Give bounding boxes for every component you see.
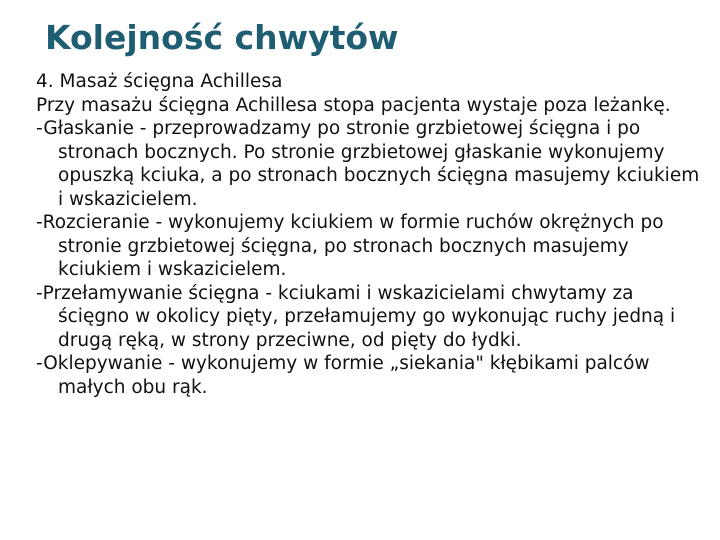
slide-title: Kolejność chwytów xyxy=(45,18,399,57)
slide-body xyxy=(36,70,706,399)
section-heading: 4. Masaż ścięgna Achillesa xyxy=(36,71,283,92)
paragraph-przelamywanie: -Przełamywanie ścięgna - kciukami i wskazicielami chwytamy za ścięgno w okolicy pięty, przełamujemy go wykonując ruchy jedną i drugą ręką, w strony przeciwne, od pięty do łydki. xyxy=(36,282,676,351)
paragraph-rozcieranie: -Rozcieranie - wykonujemy kciukiem w formie ruchów okrężnych po stronie grzbietowej ścięgna, po stronach bocznych masujemy kciukiem i wskazicielem. xyxy=(36,212,664,280)
paragraph-glaskanie: -Głaskanie - przeprowadzamy po stronie grzbietowej ścięgna i po stronach bocznych. Po stronie grzbietowej głaskanie wykonujemy opuszką kciuka, a po stronach bocznych ścięgna masujemy kciukiem i wskazicielem. xyxy=(36,118,700,210)
paragraph-oklepywanie: -Oklepywanie - wykonujemy w formie „siekania" kłębikami palców małych obu rąk. xyxy=(36,353,650,398)
paragraph-intro: Przy masażu ścięgna Achillesa stopa pacjenta wystaje poza leżankę. xyxy=(36,94,671,116)
